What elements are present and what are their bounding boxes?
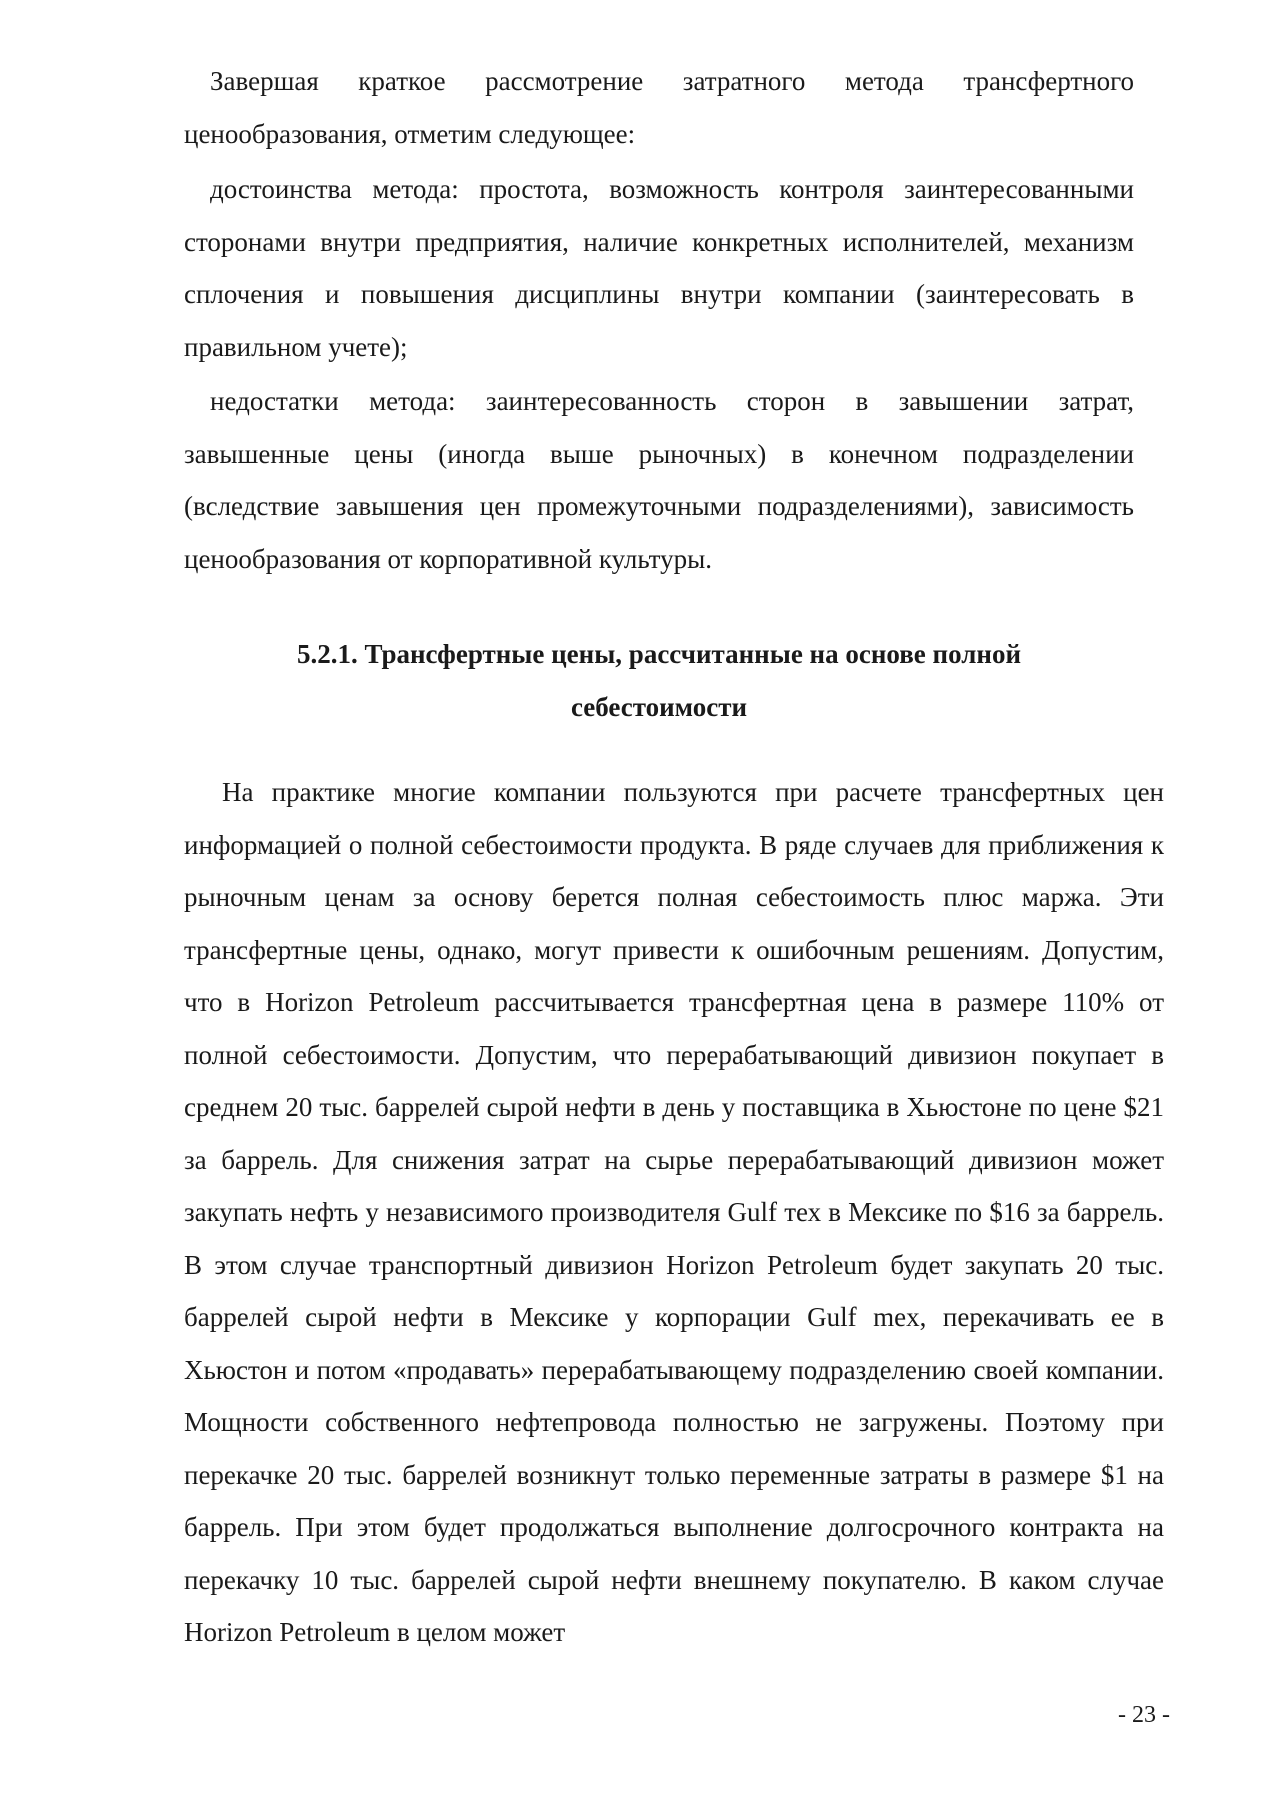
- section-heading: [184, 628, 1134, 733]
- advantages-paragraph: достоинства метода: простота, возможность контроля заинтересованными сторонами внутри предприятия, наличие конкретных исполнителей, механизм сплочения и повышения дисциплины внутри компании (заинтересовать в правильном учете);: [184, 174, 1134, 362]
- intro-paragraph: Завершая краткое рассмотрение затратного метода трансфертного ценообразования, отметим следующее:: [184, 66, 1134, 149]
- disadvantages-paragraph: недостатки метода: заинтересованность сторон в завышении затрат, завышенные цены (иногда выше рыночных) в конечном подразделении (вследствие завышения цен промежуточными подразделениями), зависимость ценообразования от корпоративной культуры.: [184, 386, 1134, 574]
- section-heading-line1: 5.2.1. Трансфертные цены, рассчитанные на основе полной: [296, 639, 1022, 669]
- body-paragraph: На практике многие компании пользуются при расчете трансфертных цен информацией о полной себестоимости продукта. В ряде случаев для приближения к рыночным ценам за основу берется полная себестоимость плюс маржа. Эти трансфертные цены, однако, могут привести к ошибочным решениям. Допустим, что в Horizon Petroleum рассчитывается трансфертная цена в размере 110% от полной себестоимости. Допустим, что перерабатывающий дивизион покупает в среднем 20 тыс. баррелей сырой нефти в день у поставщика в Хьюстоне по цене $21 за баррель. Для снижения затрат на сырье перерабатывающий дивизион может закупать нефть у независимого производителя Gulf тех в Мексике по $16 за баррель. В этом случае транспортный дивизион Horizon Petroleum будет закупать 20 тыс. баррелей сырой нефти в Мексике у корпорации Gulf mex, перекачивать ее в Хьюстон и потом «продавать» перерабатывающему подразделению своей компании. Мощности собственного нефтепровода полностью не загружены. Поэтому при перекачке 20 тыс. баррелей возникнут только переменные затраты в размере $1 на баррель. При этом будет продолжаться выполнение долгосрочного контракта на перекачку 10 тыс. баррелей сырой нефти внешнему покупателю. В каком случае Horizon Petroleum в целом может: [184, 777, 1164, 1647]
- page-number: - 23 -: [1118, 1702, 1170, 1728]
- section-heading-line2: себестоимости: [570, 691, 748, 722]
